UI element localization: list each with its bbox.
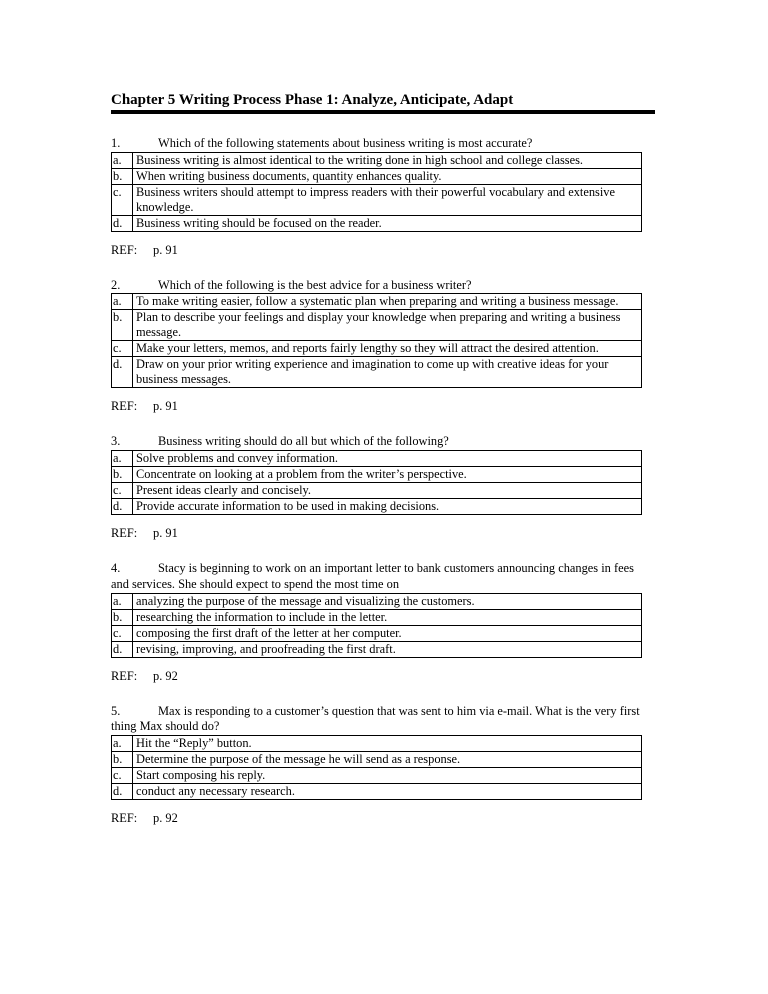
question-text: Stacy is beginning to work on an important letter to bank customers announcing changes in fees and services. She should expect to spend the most time on xyxy=(111,561,634,591)
choices-table xyxy=(111,152,642,232)
choice-text: When writing business documents, quantity enhances quality. xyxy=(133,168,642,184)
choice-letter: a. xyxy=(112,593,133,609)
reference xyxy=(111,399,655,414)
question-stem xyxy=(111,136,641,152)
choice-row xyxy=(112,767,642,783)
page-title: Chapter 5 Writing Process Phase 1: Analyze, Anticipate, Adapt xyxy=(111,92,514,108)
reference-label: REF: xyxy=(111,810,138,825)
choice-row xyxy=(112,783,642,799)
choice-row xyxy=(112,294,642,310)
choice-letter: d. xyxy=(112,499,133,515)
question-stem xyxy=(111,561,641,592)
question-stem xyxy=(111,704,641,735)
choice-letter: d. xyxy=(112,641,133,657)
question-2 xyxy=(111,278,655,415)
choice-row xyxy=(112,310,642,341)
choice-row xyxy=(112,152,642,168)
choice-row xyxy=(112,625,642,641)
choices-table xyxy=(111,593,642,658)
question-stem xyxy=(111,278,641,294)
choices-table xyxy=(111,450,642,515)
reference xyxy=(111,669,655,684)
reference-label: REF: xyxy=(111,526,138,541)
question-3 xyxy=(111,434,655,541)
choice-text: researching the information to include in the letter. xyxy=(133,609,642,625)
choice-letter: b. xyxy=(112,609,133,625)
reference xyxy=(111,526,655,541)
choice-text: Solve problems and convey information. xyxy=(133,451,642,467)
choice-letter: c. xyxy=(112,483,133,499)
choice-text: Plan to describe your feelings and display your knowledge when preparing and writing a business message. xyxy=(133,310,642,341)
choice-row xyxy=(112,499,642,515)
choice-letter: b. xyxy=(112,310,133,341)
question-number: 5. xyxy=(111,703,121,718)
question-text: Which of the following is the best advice for a business writer? xyxy=(158,277,472,292)
choice-letter: d. xyxy=(112,783,133,799)
choice-text: conduct any necessary research. xyxy=(133,783,642,799)
choice-text: revising, improving, and proofreading the first draft. xyxy=(133,641,642,657)
question-1 xyxy=(111,136,655,258)
reference-page: p. 91 xyxy=(153,526,178,541)
reference-page: p. 91 xyxy=(153,399,178,414)
document-page xyxy=(111,90,655,826)
choice-letter: d. xyxy=(112,357,133,388)
choice-row xyxy=(112,593,642,609)
choice-row xyxy=(112,215,642,231)
question-number: 3. xyxy=(111,434,121,449)
choice-text: Draw on your prior writing experience and imagination to come up with creative ideas for your business messages. xyxy=(133,357,642,388)
choice-text: Determine the purpose of the message he will send as a response. xyxy=(133,751,642,767)
choice-letter: b. xyxy=(112,751,133,767)
choice-letter: c. xyxy=(112,341,133,357)
reference-page: p. 91 xyxy=(153,242,178,257)
choice-text: Make your letters, memos, and reports fairly lengthy so they will attract the desired attention. xyxy=(133,341,642,357)
choice-text: Start composing his reply. xyxy=(133,767,642,783)
reference xyxy=(111,243,655,258)
choice-row xyxy=(112,184,642,215)
choice-letter: b. xyxy=(112,168,133,184)
choice-letter: c. xyxy=(112,767,133,783)
choice-letter: d. xyxy=(112,215,133,231)
question-5 xyxy=(111,704,655,826)
choice-letter: c. xyxy=(112,184,133,215)
choice-letter: b. xyxy=(112,467,133,483)
choice-row xyxy=(112,341,642,357)
reference-label: REF: xyxy=(111,399,138,414)
choice-row xyxy=(112,735,642,751)
question-text: Business writing should do all but which of the following? xyxy=(158,434,449,449)
choices-table xyxy=(111,293,642,388)
choice-letter: a. xyxy=(112,294,133,310)
reference-label: REF: xyxy=(111,242,138,257)
choice-text: analyzing the purpose of the message and visualizing the customers. xyxy=(133,593,642,609)
choice-row xyxy=(112,751,642,767)
choice-letter: a. xyxy=(112,152,133,168)
reference-page: p. 92 xyxy=(153,810,178,825)
question-4 xyxy=(111,561,655,683)
choice-row xyxy=(112,609,642,625)
choice-row xyxy=(112,641,642,657)
choice-letter: a. xyxy=(112,735,133,751)
choice-letter: a. xyxy=(112,451,133,467)
reference-page: p. 92 xyxy=(153,668,178,683)
choice-row xyxy=(112,483,642,499)
choice-text: Concentrate on looking at a problem from the writer’s perspective. xyxy=(133,467,642,483)
question-number: 1. xyxy=(111,136,121,150)
choice-row xyxy=(112,357,642,388)
choice-text: Hit the “Reply” button. xyxy=(133,735,642,751)
question-number: 4. xyxy=(111,561,121,576)
choice-text: To make writing easier, follow a systematic plan when preparing and writing a business message. xyxy=(133,294,642,310)
choice-row xyxy=(112,467,642,483)
question-stem xyxy=(111,434,641,450)
reference xyxy=(111,811,655,826)
question-list xyxy=(111,136,655,826)
choice-text: Business writing is almost identical to the writing done in high school and college classes. xyxy=(133,152,642,168)
reference-label: REF: xyxy=(111,668,138,683)
question-text: Max is responding to a customer’s question that was sent to him via e-mail. What is the very first thing Max should do? xyxy=(111,703,640,734)
choice-text: composing the first draft of the letter at her computer. xyxy=(133,625,642,641)
choices-table xyxy=(111,735,642,800)
choice-text: Business writing should be focused on the reader. xyxy=(133,215,642,231)
choice-text: Business writers should attempt to impress readers with their powerful vocabulary and extensive knowledge. xyxy=(133,184,642,215)
choice-text: Present ideas clearly and concisely. xyxy=(133,483,642,499)
choice-letter: c. xyxy=(112,625,133,641)
choice-row xyxy=(112,168,642,184)
choice-row xyxy=(112,451,642,467)
question-number: 2. xyxy=(111,277,121,292)
choice-text: Provide accurate information to be used in making decisions. xyxy=(133,499,642,515)
title-rule xyxy=(111,110,655,114)
question-text: Which of the following statements about business writing is most accurate? xyxy=(158,136,533,150)
